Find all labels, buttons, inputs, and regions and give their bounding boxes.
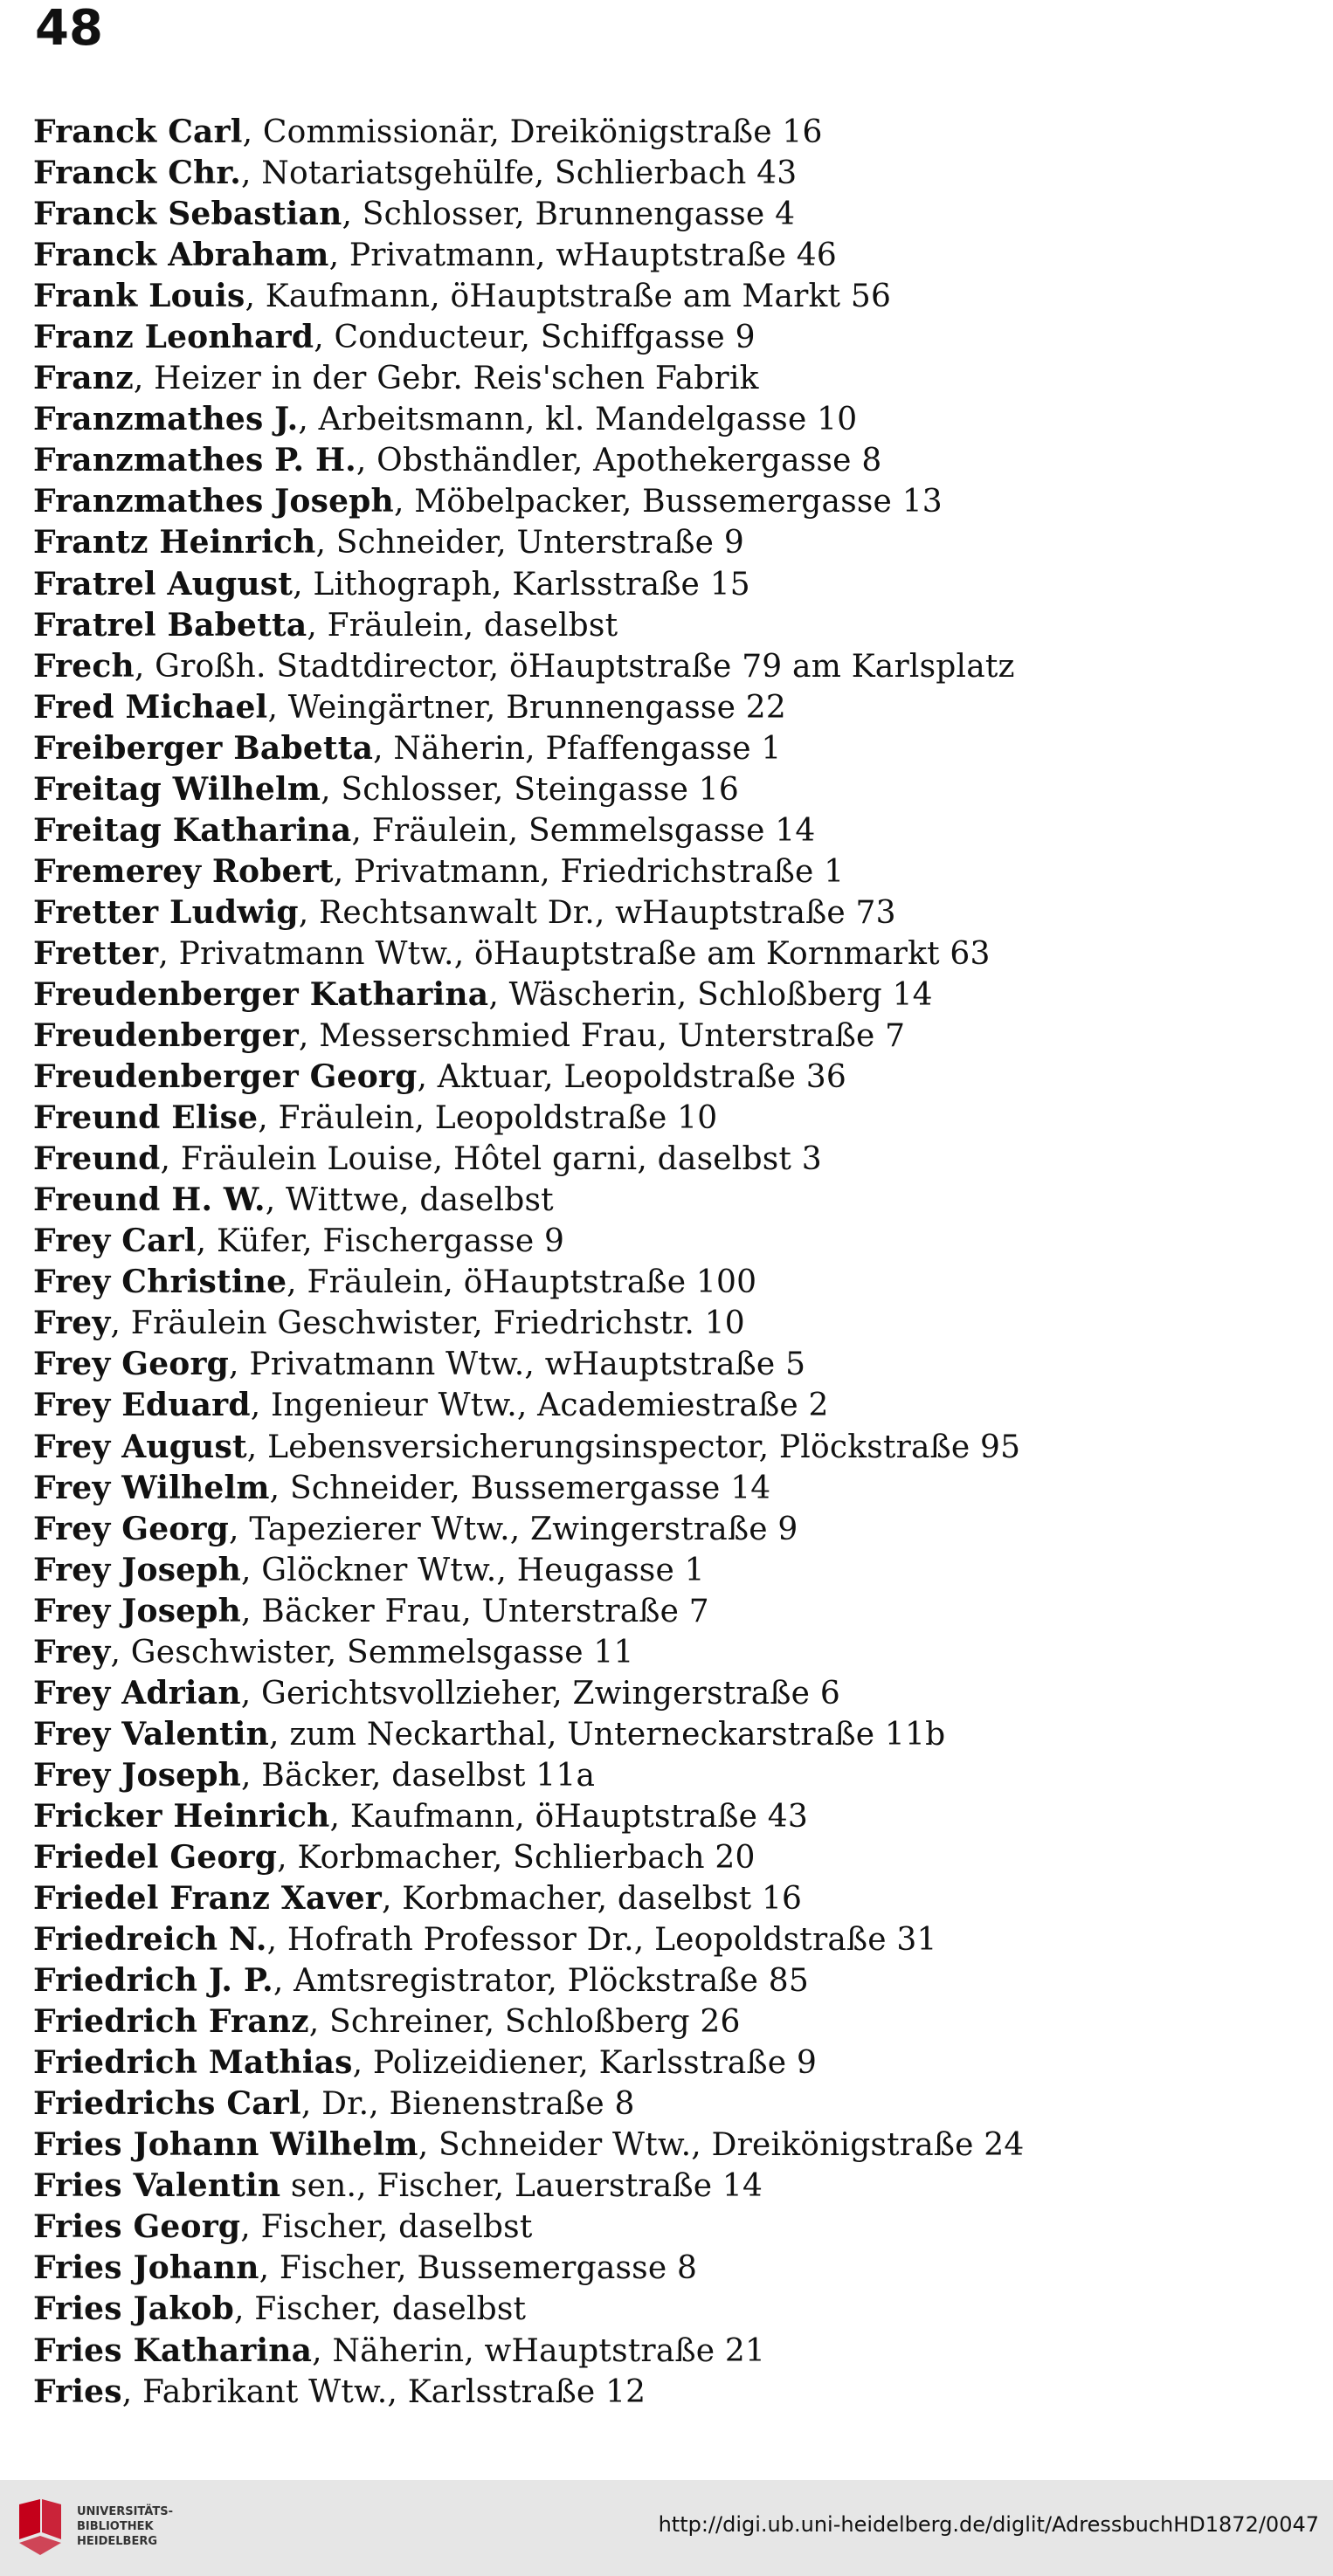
entry-details: , Fräulein, öHauptstraße 100 bbox=[287, 1264, 757, 1301]
directory-entry bbox=[33, 399, 1291, 440]
entry-name: Franck Sebastian bbox=[33, 196, 342, 233]
directory-entry bbox=[33, 2289, 1291, 2330]
entry-details: , Lebensversicherungsinspector, Plöckstraße 95 bbox=[246, 1429, 1021, 1465]
directory-entry bbox=[33, 2207, 1291, 2248]
entry-details: , Schneider, Unterstraße 9 bbox=[315, 525, 744, 561]
directory-entry bbox=[33, 2331, 1291, 2372]
entry-name: Fratrel Babetta bbox=[33, 606, 307, 644]
entry-name: Franck Carl bbox=[33, 114, 243, 150]
entry-details: , Privatmann, wHauptstraße 46 bbox=[328, 238, 837, 274]
directory-entry bbox=[33, 2372, 1291, 2413]
entry-name: Freund H. W. bbox=[33, 1181, 266, 1219]
entry-details: , Kaufmann, öHauptstraße 43 bbox=[329, 1798, 809, 1835]
directory-entry bbox=[33, 1016, 1291, 1057]
entry-details: , Dr., Bienenstraße 8 bbox=[300, 2086, 635, 2123]
directory-entry bbox=[33, 892, 1291, 933]
directory-entry bbox=[33, 646, 1291, 687]
directory-entry bbox=[33, 1098, 1291, 1139]
entry-details: , Geschwister, Semmelsgasse 11 bbox=[110, 1634, 634, 1670]
entry-details: , Näherin, wHauptstraße 21 bbox=[312, 2332, 766, 2369]
directory-entry bbox=[33, 1919, 1291, 1960]
entry-details: , Fräulein, Leopoldstraße 10 bbox=[258, 1100, 718, 1137]
entry-details: , Küfer, Fischergasse 9 bbox=[196, 1223, 565, 1260]
entry-details: , Weingärtner, Brunnengasse 22 bbox=[267, 689, 786, 726]
entry-details: , Großh. Stadtdirector, öHauptstraße 79 am Karlsplatz bbox=[134, 648, 1015, 685]
entry-name: Friedrich Franz bbox=[33, 2003, 309, 2041]
directory-entry bbox=[33, 522, 1291, 563]
entry-details: , Gerichtsvollzieher, Zwingerstraße 6 bbox=[240, 1675, 840, 1712]
footer-bar bbox=[0, 2480, 1333, 2576]
directory-entry bbox=[33, 769, 1291, 810]
page-number: 48 bbox=[35, 0, 103, 57]
entry-name: Freudenberger Georg bbox=[33, 1058, 418, 1096]
entry-details: , Schlosser, Steingasse 16 bbox=[321, 771, 739, 808]
entry-details: , Fräulein Louise, Hôtel garni, daselbst 3 bbox=[160, 1141, 822, 1178]
entry-details: , Polizeidiener, Karlsstraße 9 bbox=[352, 2045, 818, 2082]
entry-name: Friedel Franz Xaver bbox=[33, 1880, 382, 1918]
entry-details: , Fischer, Bussemergasse 8 bbox=[259, 2250, 698, 2287]
entry-details: , Ingenieur Wtw., Academiestraße 2 bbox=[250, 1388, 829, 1424]
directory-entry bbox=[33, 1057, 1291, 1098]
entry-details: , Hofrath Professor Dr., Leopoldstraße 31 bbox=[266, 1922, 937, 1959]
entry-name: Frech bbox=[33, 647, 135, 685]
entry-details: , Fräulein, daselbst bbox=[307, 607, 618, 644]
entry-name: Fratrel August bbox=[33, 565, 294, 603]
entry-name: Frey Adrian bbox=[33, 1674, 241, 1712]
directory-entry bbox=[33, 2166, 1291, 2207]
entry-name: Fries Georg bbox=[33, 2208, 241, 2246]
entry-name: Frey bbox=[33, 1633, 111, 1670]
entry-details: , Aktuar, Leopoldstraße 36 bbox=[417, 1059, 846, 1096]
directory-entry bbox=[33, 1960, 1291, 2001]
directory-entry bbox=[33, 358, 1291, 399]
directory-entry bbox=[33, 1632, 1291, 1673]
entry-name: Frey Georg bbox=[33, 1510, 230, 1547]
entry-details: , Rechtsanwalt Dr., wHauptstraße 73 bbox=[298, 894, 896, 931]
directory-entry bbox=[33, 1837, 1291, 1878]
directory-entry bbox=[33, 2001, 1291, 2042]
entry-details: , Notariatsgehülfe, Schlierbach 43 bbox=[241, 155, 798, 192]
entry-details: sen., Fischer, Lauerstraße 14 bbox=[280, 2168, 763, 2205]
entry-name: Franck Abraham bbox=[33, 237, 329, 274]
directory-entry bbox=[33, 1796, 1291, 1837]
entry-name: Fretter bbox=[33, 934, 159, 972]
entry-name: Freitag Wilhelm bbox=[33, 770, 321, 808]
entry-details: , Messerschmied Frau, Unterstraße 7 bbox=[298, 1018, 906, 1055]
directory-entry bbox=[33, 2042, 1291, 2084]
entry-details: , Näherin, Pfaffengasse 1 bbox=[373, 730, 782, 767]
entry-name: Frantz Heinrich bbox=[33, 524, 316, 561]
directory-entry bbox=[33, 728, 1291, 769]
entry-details: , Wäscherin, Schloßberg 14 bbox=[488, 976, 933, 1013]
directory-entries bbox=[33, 112, 1291, 2413]
directory-entry bbox=[33, 1591, 1291, 1632]
directory-entry bbox=[33, 1427, 1291, 1468]
directory-entry bbox=[33, 2125, 1291, 2166]
entry-name: Fremerey Robert bbox=[33, 852, 334, 890]
entry-name: Freund Elise bbox=[33, 1099, 259, 1137]
entry-name: Frey Carl bbox=[33, 1223, 197, 1260]
entry-details: , Arbeitsmann, kl. Mandelgasse 10 bbox=[298, 402, 858, 438]
entry-name: Friedrichs Carl bbox=[33, 2085, 301, 2123]
directory-entry bbox=[33, 1878, 1291, 1919]
entry-details: , zum Neckarthal, Unterneckarstraße 11b bbox=[269, 1716, 946, 1753]
directory-entry bbox=[33, 440, 1291, 481]
directory-entry bbox=[33, 1509, 1291, 1550]
entry-name: Frey Joseph bbox=[33, 1592, 242, 1629]
entry-name: Franz bbox=[33, 360, 134, 397]
entry-name: Fred Michael bbox=[33, 688, 268, 726]
heidelberg-university-library-logo-icon[interactable] bbox=[14, 2497, 65, 2559]
entry-details: , Bäcker Frau, Unterstraße 7 bbox=[241, 1593, 709, 1629]
directory-entry bbox=[33, 194, 1291, 235]
entry-name: Frey Joseph bbox=[33, 1551, 242, 1588]
directory-entry bbox=[33, 1221, 1291, 1262]
entry-name: Frey Eduard bbox=[33, 1387, 251, 1424]
directory-entry bbox=[33, 851, 1291, 892]
entry-name: Freudenberger Katharina bbox=[33, 975, 489, 1013]
entry-details: , Conducteur, Schiffgasse 9 bbox=[314, 320, 756, 356]
entry-name: Frank Louis bbox=[33, 278, 245, 315]
entry-name: Freudenberger bbox=[33, 1017, 299, 1055]
entry-details: , Schneider, Bussemergasse 14 bbox=[269, 1470, 771, 1506]
directory-entry bbox=[33, 933, 1291, 975]
entry-name: Frey Christine bbox=[33, 1264, 287, 1301]
entry-details: , Schreiner, Schloßberg 26 bbox=[308, 2004, 741, 2041]
directory-entry bbox=[33, 1344, 1291, 1385]
directory-entry bbox=[33, 605, 1291, 646]
entry-name: Freund bbox=[33, 1140, 161, 1178]
entry-name: Frey bbox=[33, 1305, 111, 1342]
directory-entry bbox=[33, 1755, 1291, 1796]
entry-details: , Commissionär, Dreikönigstraße 16 bbox=[242, 114, 823, 150]
entry-name: Freitag Katharina bbox=[33, 811, 352, 849]
entry-name: Fries Valentin bbox=[33, 2167, 281, 2205]
library-name-line: BIBLIOTHEK bbox=[77, 2520, 154, 2533]
entry-details: , Privatmann Wtw., wHauptstraße 5 bbox=[229, 1347, 806, 1383]
entry-details: , Fräulein Geschwister, Friedrichstr. 10 bbox=[110, 1305, 745, 1342]
directory-entry bbox=[33, 2084, 1291, 2125]
entry-name: Fries Katharina bbox=[33, 2331, 313, 2369]
entry-name: Frey August bbox=[33, 1428, 247, 1465]
directory-entry bbox=[33, 1303, 1291, 1344]
library-name-line: HEIDELBERG bbox=[77, 2535, 158, 2548]
entry-name: Friedrich J. P. bbox=[33, 1962, 273, 2000]
directory-entry bbox=[33, 1385, 1291, 1426]
directory-entry bbox=[33, 481, 1291, 522]
entry-details: , Fräulein, Semmelsgasse 14 bbox=[351, 812, 816, 849]
library-name bbox=[77, 2504, 173, 2549]
directory-entry bbox=[33, 1550, 1291, 1591]
entry-details: , Korbmacher, Schlierbach 20 bbox=[277, 1839, 756, 1876]
entry-details: , Schneider Wtw., Dreikönigstraße 24 bbox=[418, 2127, 1025, 2164]
directory-entry bbox=[33, 687, 1291, 728]
directory-entry bbox=[33, 112, 1291, 153]
entry-details: , Lithograph, Karlsstraße 15 bbox=[293, 566, 750, 603]
directory-entry bbox=[33, 2248, 1291, 2289]
entry-details: , Tapezierer Wtw., Zwingerstraße 9 bbox=[229, 1511, 798, 1547]
entry-details: , Amtsregistrator, Plöckstraße 85 bbox=[273, 1963, 810, 2000]
entry-name: Fries Jakob bbox=[33, 2290, 234, 2328]
entry-name: Frey Valentin bbox=[33, 1715, 270, 1753]
directory-entry bbox=[33, 1139, 1291, 1180]
entry-name: Fries Johann bbox=[33, 2249, 259, 2287]
entry-name: Franzmathes P. H. bbox=[33, 442, 356, 479]
entry-name: Franck Chr. bbox=[33, 155, 242, 192]
entry-details: , Privatmann, Friedrichstraße 1 bbox=[333, 853, 845, 890]
entry-details: , Heizer in der Gebr. Reis'schen Fabrik bbox=[133, 361, 759, 397]
entry-details: , Schlosser, Brunnengasse 4 bbox=[342, 196, 796, 233]
entry-name: Freiberger Babetta bbox=[33, 729, 374, 767]
entry-name: Friedrich Mathias bbox=[33, 2044, 353, 2082]
entry-name: Friedreich N. bbox=[33, 1921, 267, 1959]
directory-entry bbox=[33, 810, 1291, 851]
entry-details: , Glöckner Wtw., Heugasse 1 bbox=[241, 1552, 705, 1588]
entry-name: Friedel Georg bbox=[33, 1838, 278, 1876]
directory-entry bbox=[33, 1714, 1291, 1755]
entry-name: Fries Johann Wilhelm bbox=[33, 2126, 418, 2164]
library-name-line: UNIVERSITÄTS- bbox=[77, 2505, 173, 2518]
directory-entry bbox=[33, 1673, 1291, 1714]
entry-name: Fretter Ludwig bbox=[33, 893, 299, 931]
entry-details: , Privatmann Wtw., öHauptstraße am Kornmarkt 63 bbox=[158, 935, 991, 972]
entry-name: Franzmathes Joseph bbox=[33, 483, 394, 520]
entry-details: , Wittwe, daselbst bbox=[265, 1182, 554, 1219]
entry-details: , Bäcker, daselbst 11a bbox=[241, 1757, 596, 1794]
entry-name: Frey Wilhelm bbox=[33, 1469, 270, 1506]
directory-entry bbox=[33, 153, 1291, 194]
directory-entry bbox=[33, 564, 1291, 605]
entry-details: , Kaufmann, öHauptstraße am Markt 56 bbox=[245, 279, 892, 315]
entry-name: Frey Joseph bbox=[33, 1756, 242, 1794]
directory-entry bbox=[33, 1468, 1291, 1509]
entry-details: , Fischer, daselbst bbox=[240, 2209, 533, 2246]
directory-entry bbox=[33, 975, 1291, 1016]
entry-details: , Obsthändler, Apothekergasse 8 bbox=[356, 443, 882, 479]
directory-entry bbox=[33, 1262, 1291, 1303]
directory-entry bbox=[33, 235, 1291, 276]
directory-entry bbox=[33, 317, 1291, 358]
entry-name: Franzmathes J. bbox=[33, 401, 299, 438]
directory-entry bbox=[33, 1180, 1291, 1221]
directory-entry bbox=[33, 276, 1291, 317]
entry-name: Fries bbox=[33, 2373, 122, 2410]
source-url[interactable]: http://digi.ub.uni-heidelberg.de/diglit/AdressbuchHD1872/0047 bbox=[658, 2512, 1319, 2537]
entry-details: , Möbelpacker, Bussemergasse 13 bbox=[393, 484, 943, 520]
entry-name: Franz Leonhard bbox=[33, 319, 314, 356]
entry-details: , Fischer, daselbst bbox=[233, 2291, 527, 2328]
entry-details: , Fabrikant Wtw., Karlsstraße 12 bbox=[121, 2373, 646, 2410]
entry-name: Fricker Heinrich bbox=[33, 1797, 330, 1835]
entry-name: Frey Georg bbox=[33, 1346, 230, 1383]
entry-details: , Korbmacher, daselbst 16 bbox=[381, 1881, 803, 1918]
